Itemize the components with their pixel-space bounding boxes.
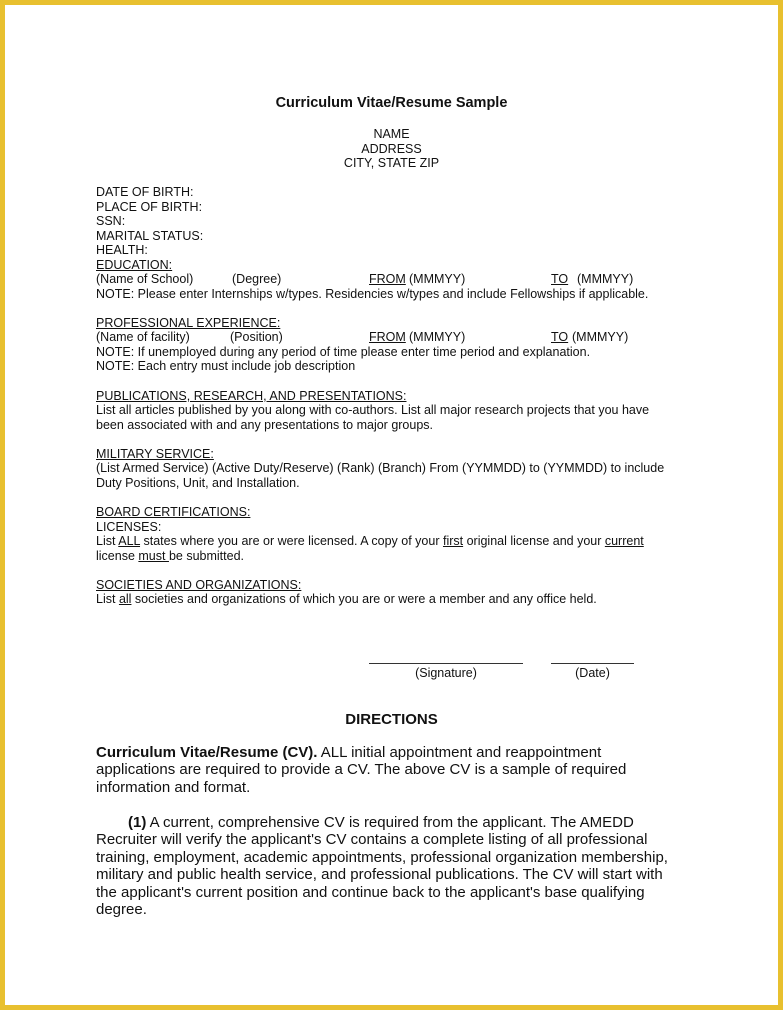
education-note: NOTE: Please enter Internships w/types. Residencies w/types and include Fellowships if applicable. [96, 287, 649, 301]
licenses-first-emphasis: first [442, 534, 464, 548]
military-line-1: (List Armed Service) (Active Duty/Reserve) (Rank) (Branch) From (YYMMDD) to (YYMMDD) to include [96, 461, 665, 475]
military-heading: MILITARY SERVICE: [96, 447, 214, 461]
licenses-line-1: List ALL states where you are or were licensed. A copy of your first original license and your current [96, 534, 644, 548]
education-col-school: (Name of School) [96, 272, 194, 286]
societies-line: List all societies and organizations of which you are or were a member and any office held. [96, 592, 597, 606]
directions-heading: DIRECTIONS [345, 711, 438, 728]
experience-to-format: (MMMYY) [572, 330, 629, 344]
experience-from-label: FROM [369, 330, 406, 344]
experience-note-1: NOTE: If unemployed during any period of time please enter time period and explanation. [96, 345, 591, 359]
field-date-of-birth: DATE OF BIRTH: [96, 185, 194, 199]
experience-columns [96, 330, 696, 345]
education-col-degree: (Degree) [232, 272, 282, 286]
field-marital-status: MARITAL STATUS: [96, 229, 204, 243]
education-from-format: (MMMYY) [409, 272, 466, 286]
education-heading: EDUCATION: [96, 258, 173, 272]
education-columns [96, 272, 696, 287]
licenses-current-emphasis: current [604, 534, 644, 548]
date-label: (Date) [575, 666, 610, 680]
experience-col-facility: (Name of facility) [96, 330, 190, 344]
licenses-must-emphasis: must [138, 549, 169, 563]
field-ssn: SSN: [96, 214, 126, 228]
signature-label: (Signature) [415, 666, 477, 680]
header-name: NAME [373, 127, 410, 141]
directions-p1-bold: Curriculum Vitae/Resume (CV). [96, 744, 318, 761]
education-from-label: FROM [369, 272, 406, 286]
directions-paragraph-1: Curriculum Vitae/Resume (CV). ALL initial appointment and reappointment applications are required to provide a CV. The above CV is a sample of required information and format. [96, 744, 627, 796]
education-to-format: (MMMYY) [577, 272, 634, 286]
field-place-of-birth: PLACE OF BIRTH: [96, 200, 203, 214]
societies-heading: SOCIETIES AND ORGANIZATIONS: [96, 578, 302, 592]
experience-col-position: (Position) [230, 330, 283, 344]
field-health: HEALTH: [96, 243, 148, 257]
publications-line-2: been associated with and any presentations to major groups. [96, 418, 434, 432]
licenses-label: LICENSES: [96, 520, 162, 534]
header-city-state-zip: CITY, STATE ZIP [343, 156, 440, 170]
header-address: ADDRESS [361, 142, 422, 156]
directions-paragraph-2: (1) A current, comprehensive CV is required from the applicant. The AMEDD Recruiter will verify the applicant's CV contains a complete listing of all professional training, employment, academic appointments, professional organization membership, military and public health service, and professional publications. The CV will start with the applicant's current position and continue back to the applicant's base qualifying degree. [96, 814, 668, 919]
education-to-label: TO [551, 272, 569, 286]
experience-note-2: NOTE: Each entry must include job description [96, 359, 356, 373]
directions-p2-bold: (1) [128, 814, 147, 831]
publications-heading: PUBLICATIONS, RESEARCH, AND PRESENTATIONS: [96, 389, 407, 403]
military-line-2: Duty Positions, Unit, and Installation. [96, 476, 300, 490]
board-heading: BOARD CERTIFICATIONS: [96, 505, 251, 519]
document-title: Curriculum Vitae/Resume Sample [275, 95, 508, 111]
document-page [5, 5, 778, 1005]
licenses-all-emphasis: ALL [118, 534, 141, 548]
experience-to-label: TO [551, 330, 569, 344]
signature-line [369, 663, 523, 664]
experience-from-format: (MMMYY) [409, 330, 466, 344]
date-line [551, 663, 634, 664]
licenses-line-2: license must be submitted. [96, 549, 244, 563]
publications-line-1: List all articles published by you along with co-authors. List all major research projects that you have [96, 403, 650, 417]
experience-heading: PROFESSIONAL EXPERIENCE: [96, 316, 281, 330]
societies-all-emphasis: all [118, 592, 132, 606]
